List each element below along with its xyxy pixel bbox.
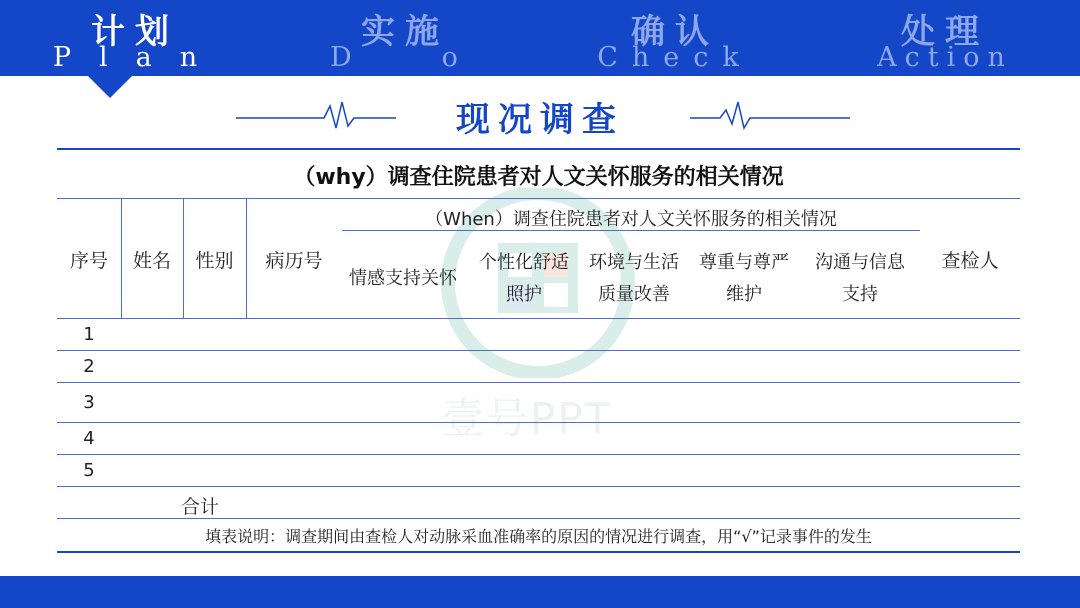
nav-step-do[interactable] [270, 0, 548, 76]
header-sub-emotional-support: 情感支持关怀 [349, 268, 457, 289]
row-number: 3 [83, 392, 95, 413]
header-sub-dignity-2: 维护 [726, 284, 762, 305]
bottom-bar [0, 576, 1080, 608]
row-number: 1 [83, 324, 95, 345]
section-heading [0, 92, 1080, 140]
header-name: 姓名 [132, 250, 171, 272]
nav-step-plan-cn: 计划 [91, 12, 179, 52]
header-gender: 性别 [195, 250, 234, 272]
row-divider [57, 350, 1020, 351]
table-title-divider [57, 198, 1020, 199]
row-divider [57, 454, 1020, 455]
pulse-line-right-icon [690, 96, 850, 136]
nav-step-do-en: Do [330, 42, 548, 73]
nav-step-plan-en: Plan [52, 42, 226, 73]
row-number: 5 [83, 460, 95, 481]
total-label: 合计 [180, 496, 219, 518]
header-inspector: 查检人 [941, 250, 999, 272]
header-bottom-divider [57, 318, 1020, 319]
header-record-no: 病历号 [265, 250, 323, 272]
nav-step-check-cn: 确认 [631, 12, 719, 52]
nav-step-action-cn: 处理 [901, 12, 989, 52]
header-sub-communication: 沟通与信息 [815, 252, 905, 273]
header-sub-environment-2: 质量改善 [598, 284, 670, 305]
nav-step-check-en: Check [597, 42, 753, 73]
header-sub-personalized-care-2: 照护 [506, 284, 542, 305]
row-divider [57, 486, 1020, 487]
table-bottom-border [57, 551, 1020, 553]
nav-step-plan[interactable] [0, 0, 270, 76]
header-sub-environment: 环境与生活 [589, 252, 679, 273]
row-number: 2 [83, 356, 95, 377]
header-seq: 序号 [69, 250, 108, 272]
nav-step-action-en: Action [877, 42, 1013, 73]
row-divider [57, 422, 1020, 423]
table-top-border [57, 148, 1020, 150]
header-sub-personalized-care: 个性化舒适 [479, 252, 569, 273]
watermark-text: 壹号PPT [442, 394, 613, 443]
header-group: （When）调查住院患者对人文关怀服务的相关情况 [425, 209, 837, 230]
row-number: 4 [83, 428, 95, 449]
fill-instructions: 填表说明：调查期间由查检人对动脉采血准确率的原因的情况进行调查，用“√”记录事件的发生 [205, 527, 872, 546]
pulse-line-left-icon [236, 96, 396, 136]
table-title: （why）调查住院患者对人文关怀服务的相关情况 [293, 165, 784, 190]
row-divider [57, 382, 1020, 383]
nav-step-action[interactable] [810, 0, 1080, 76]
header-sub-communication-2: 支持 [842, 284, 878, 305]
header-sub-dignity: 尊重与尊严 [699, 252, 789, 273]
nav-step-check[interactable] [540, 0, 810, 76]
pdca-nav-bar [0, 0, 1080, 76]
nav-step-do-cn: 实施 [361, 12, 449, 52]
page-title: 现况调查 [456, 100, 624, 140]
